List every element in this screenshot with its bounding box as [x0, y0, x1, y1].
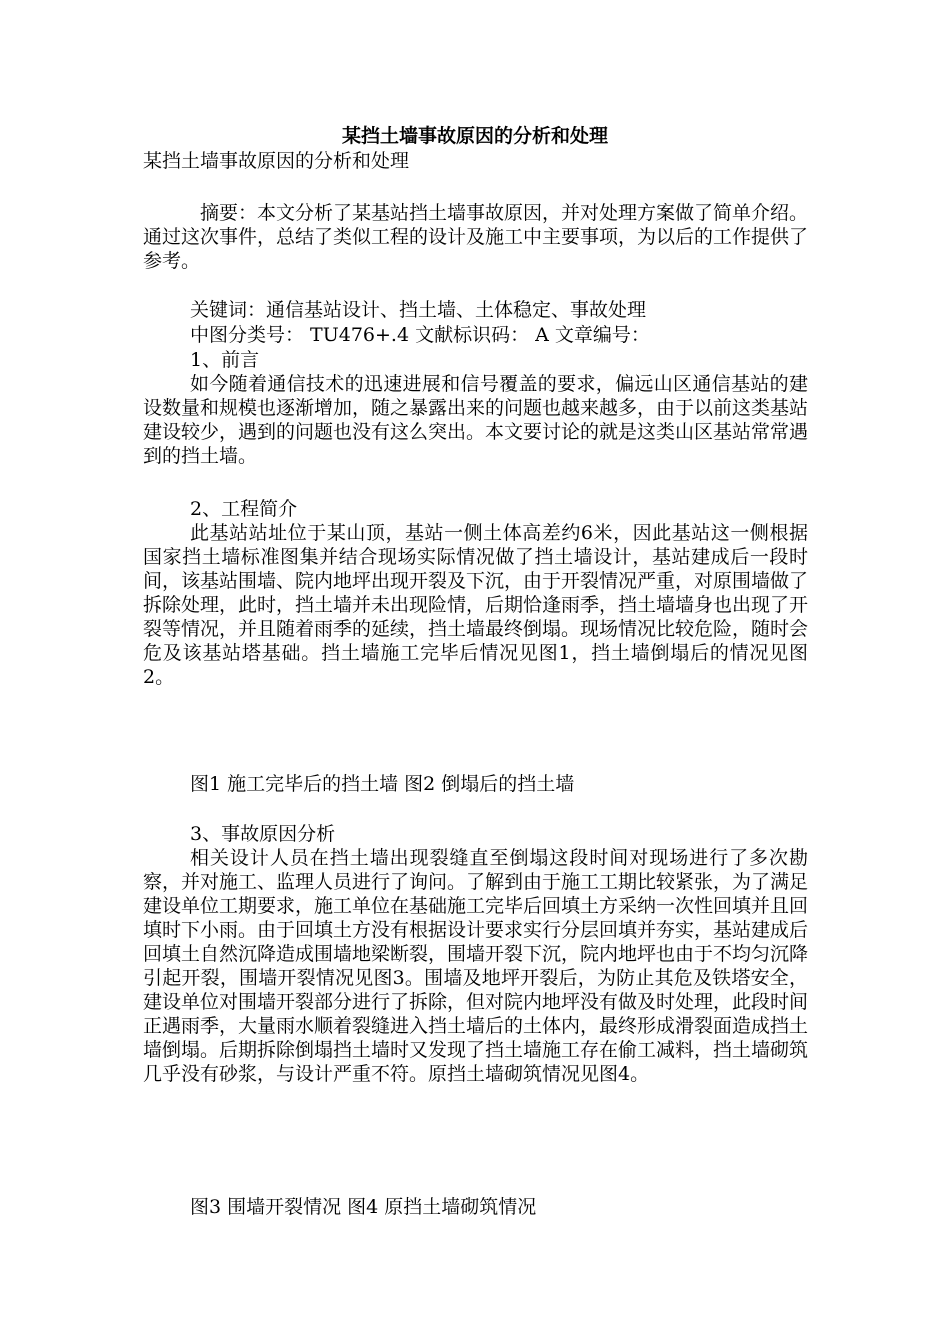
section-body-overview: 此基站站址位于某山顶，基站一侧土体高差约6米，因此基站这一侧根据国家挡土墙标准图集并结合现场实际情况做了挡土墙设计，基站建成后一段时间，该基站围墙、院内地坪出现开裂及下沉，由于开裂情况严重，对原围墙做了拆除处理，此时，挡土墙并未出现险情，后期恰逢雨季，挡土墙墙身也出现了开裂等情况，并且随着雨季的延续，挡土墙最终倒塌。现场情况比较危险，随时会危及该基站塔基础。挡土墙施工完毕后情况见图1，挡土墙倒塌后的情况见图2。 [143, 522, 809, 688]
figure-caption-1-2: 图1 施工完毕后的挡土墙 图2 倒塌后的挡土墙 [190, 773, 575, 795]
section-body-intro: 如今随着通信技术的迅速进展和信号覆盖的要求，偏远山区通信基站的建设数量和规模也逐渐增加，随之暴露出来的问题也越来越多，由于以前这类基站建设较少，遇到的问题也没有这么突出。本文要讨论的就是这类山区基站常常遇到的挡土墙。 [143, 373, 809, 467]
section-heading-analysis: 3、事故原因分析 [190, 823, 336, 845]
document-subtitle: 某挡土墙事故原因的分析和处理 [143, 150, 410, 172]
section-body-analysis: 相关设计人员在挡土墙出现裂缝直至倒塌这段时间对现场进行了多次勘察，并对施工、监理人员进行了询问。了解到由于施工工期比较紧张，为了满足建设单位工期要求，施工单位在基础施工完毕后回填土方采纳一次性回填并且回填时下小雨。由于回填土方没有根据设计要求实行分层回填并夯实，基站建成后回填土自然沉降造成围墙地梁断裂，围墙开裂下沉，院内地坪也由于不均匀沉降引起开裂，围墙开裂情况见图3。围墙及地坪开裂后，为防止其危及铁塔安全，建设单位对围墙开裂部分进行了拆除，但对院内地坪没有做及时处理，此段时间正遇雨季，大量雨水顺着裂缝进入挡土墙后的土体内，最终形成滑裂面造成挡土墙倒塌。后期拆除倒塌挡土墙时又发现了挡土墙施工存在偷工减料，挡土墙砌筑几乎没有砂浆，与设计严重不符。原挡土墙砌筑情况见图4。 [143, 847, 809, 1085]
figure-caption-3-4: 图3 围墙开裂情况 图4 原挡土墙砌筑情况 [190, 1196, 537, 1218]
classification-line: 中图分类号： TU476+.4 文献标识码： A 文章编号： [190, 324, 650, 346]
section-heading-overview: 2、工程简介 [190, 498, 298, 520]
keywords-line: 关键词：通信基站设计、挡土墙、土体稳定、事故处理 [190, 299, 647, 321]
section-heading-intro: 1、前言 [190, 349, 260, 371]
document-title: 某挡土墙事故原因的分析和处理 [341, 125, 608, 147]
abstract-paragraph: 摘要：本文分析了某基站挡土墙事故原因，并对处理方案做了简单介绍。通过这次事件，总结了类似工程的设计及施工中主要事项，为以后的工作提供了参考。 [143, 202, 809, 272]
